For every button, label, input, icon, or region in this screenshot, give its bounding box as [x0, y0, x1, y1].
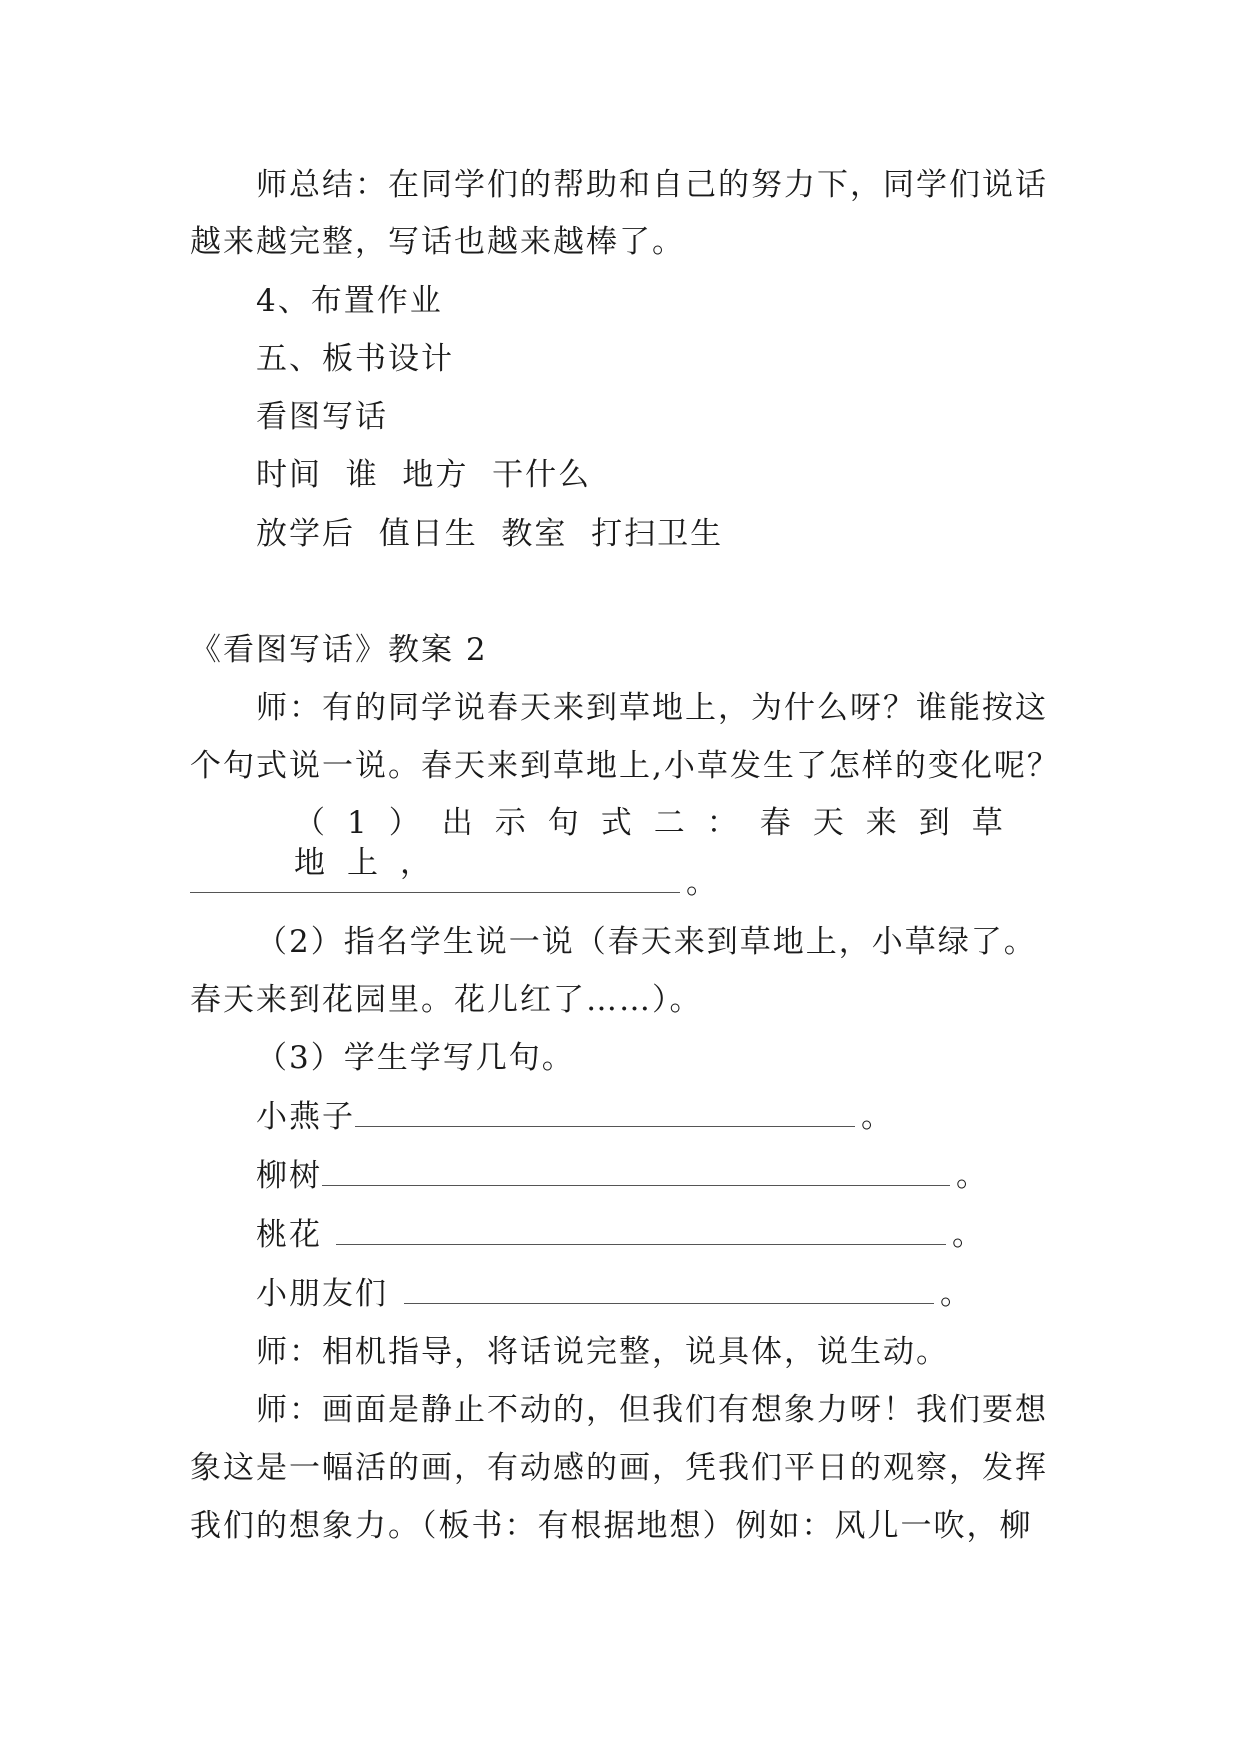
period: 。: [952, 1217, 985, 1253]
board-title: 看图写话: [256, 399, 388, 435]
paragraph-line: 越来越完整，写话也越来越棒了。: [190, 224, 685, 260]
sentence-pattern-text: （1）出示句式二：春天来到草地上，: [294, 805, 1025, 881]
blank-underline: [190, 866, 680, 893]
paragraph-line: 春天来到花园里。花儿红了……）。: [190, 982, 703, 1018]
fill-blank-line: [256, 1274, 973, 1314]
board-example: 放学后 值日生 教室 打扫卫生: [256, 516, 724, 552]
paragraph-line: 我们的想象力。（板书：有根据地想）例如：风儿一吹，柳: [190, 1508, 1033, 1544]
paragraph-line: （3）学生学写几句。: [256, 1040, 575, 1076]
lesson-title: 《看图写话》教案 2: [190, 632, 488, 668]
blank-underline: [336, 1218, 946, 1245]
paragraph-line: 师总结：在同学们的帮助和自己的努力下，同学们说话: [256, 167, 1048, 203]
paragraph-line: 象这是一幅活的画，有动感的画，凭我们平日的观察，发挥: [190, 1450, 1048, 1486]
blank-prefix: 柳树: [256, 1158, 322, 1194]
paragraph-line: 师：画面是静止不动的，但我们有想象力呀！我们要想: [256, 1392, 1048, 1428]
blank-underline: [322, 1159, 950, 1186]
blank-prefix: 小燕子: [256, 1099, 355, 1135]
list-item: 4、布置作业: [256, 283, 443, 319]
blank-underline: [404, 1277, 934, 1304]
blank-underline: [355, 1100, 855, 1127]
fill-blank-line: [256, 1215, 985, 1255]
fill-blank-line: [256, 1156, 989, 1196]
blank-prefix: 桃花: [256, 1217, 322, 1253]
paragraph-line: 师：相机指导，将话说完整，说具体，说生动。: [256, 1334, 949, 1370]
period: 。: [956, 1158, 989, 1194]
period: 。: [686, 865, 719, 901]
period: 。: [940, 1276, 973, 1312]
section-heading: 五、板书设计: [256, 341, 454, 377]
board-keywords: 时间 谁 地方 干什么: [256, 457, 592, 493]
fill-blank-line: [256, 1097, 894, 1137]
fill-blank-line: [190, 863, 719, 903]
blank-prefix: 小朋友们: [256, 1276, 388, 1312]
paragraph-line: 个句式说一说。春天来到草地上,小草发生了怎样的变化呢？: [190, 748, 1060, 784]
paragraph-line: 师：有的同学说春天来到草地上，为什么呀？谁能按这: [256, 690, 1048, 726]
paragraph-line: （2）指名学生说一说（春天来到草地上，小草绿了。: [256, 924, 1037, 960]
period: 。: [861, 1099, 894, 1135]
